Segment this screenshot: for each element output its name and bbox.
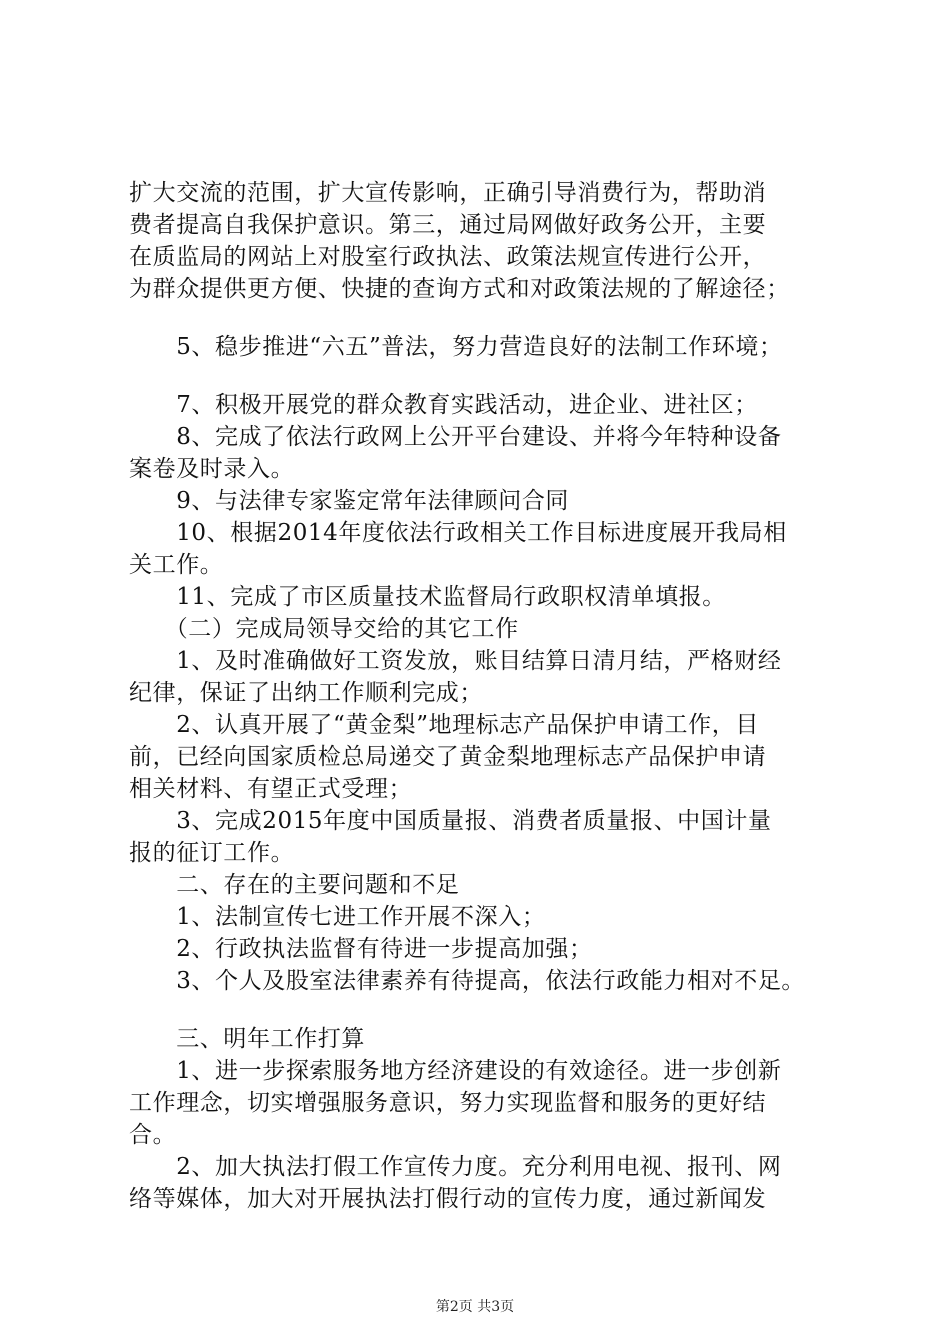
text-line: 10、根据2014年度依法行政相关工作目标进度展开我局相 <box>129 520 787 546</box>
text-line: 相关材料、有望正式受理； <box>129 776 413 802</box>
text-line: 为群众提供更方便、快捷的查询方式和对政策法规的了解途径； <box>129 276 790 302</box>
page-footer: 第2页 共3页 <box>435 1299 515 1315</box>
text-line: 1、进一步探索服务地方经济建设的有效途径。进一步创新 <box>129 1058 782 1084</box>
text-line: 2、认真开展了“黄金梨”地理标志产品保护申请工作，目 <box>129 712 759 738</box>
text-line: 工作理念，切实增强服务意识，努力实现监督和服务的更好结 <box>129 1090 767 1116</box>
text-line: 络等媒体，加大对开展执法打假行动的宣传力度，通过新闻发 <box>129 1186 767 1212</box>
text-line: 11、完成了市区质量技术监督局行政职权清单填报。 <box>129 584 726 610</box>
section-heading: 二、存在的主要问题和不足 <box>129 872 460 898</box>
text-line: 关工作。 <box>129 552 224 578</box>
section-heading: （二）完成局领导交给的其它工作 <box>129 616 519 642</box>
text-line: 报的征订工作。 <box>129 840 295 866</box>
text-line: 3、完成2015年度中国质量报、消费者质量报、中国计量 <box>129 808 772 834</box>
text-line: 费者提高自我保护意识。第三，通过局网做好政务公开，主要 <box>129 212 767 238</box>
text-line: 1、法制宣传七进工作开展不深入； <box>129 904 546 930</box>
text-line: 扩大交流的范围，扩大宣传影响，正确引导消费行为，帮助消 <box>129 180 767 206</box>
text-line: 7、积极开展党的群众教育实践活动，进企业、进社区； <box>129 392 758 418</box>
text-line: 9、与法律专家鉴定常年法律顾问合同 <box>129 488 570 514</box>
text-line: 5、稳步推进“六五”普法，努力营造良好的法制工作环境； <box>129 334 783 360</box>
text-line: 2、行政执法监督有待进一步提高加强； <box>129 936 593 962</box>
text-line: 前，已经向国家质检总局递交了黄金梨地理标志产品保护申请 <box>129 744 767 770</box>
text-line: 在质监局的网站上对股室行政执法、政策法规宣传进行公开， <box>129 244 767 270</box>
text-line: 合。 <box>129 1122 177 1148</box>
text-line: 2、加大执法打假工作宣传力度。充分利用电视、报刊、网 <box>129 1154 782 1180</box>
section-heading: 三、明年工作打算 <box>129 1026 365 1052</box>
text-line: 纪律，保证了出纳工作顺利完成； <box>129 680 483 706</box>
text-line: 3、个人及股室法律素养有待提高，依法行政能力相对不足。 <box>129 968 806 994</box>
text-line: 1、及时准确做好工资发放，账目结算日清月结，严格财经 <box>129 648 782 674</box>
text-line: 案卷及时录入。 <box>129 456 295 482</box>
text-line: 8、完成了依法行政网上公开平台建设、并将今年特种设备 <box>129 424 782 450</box>
